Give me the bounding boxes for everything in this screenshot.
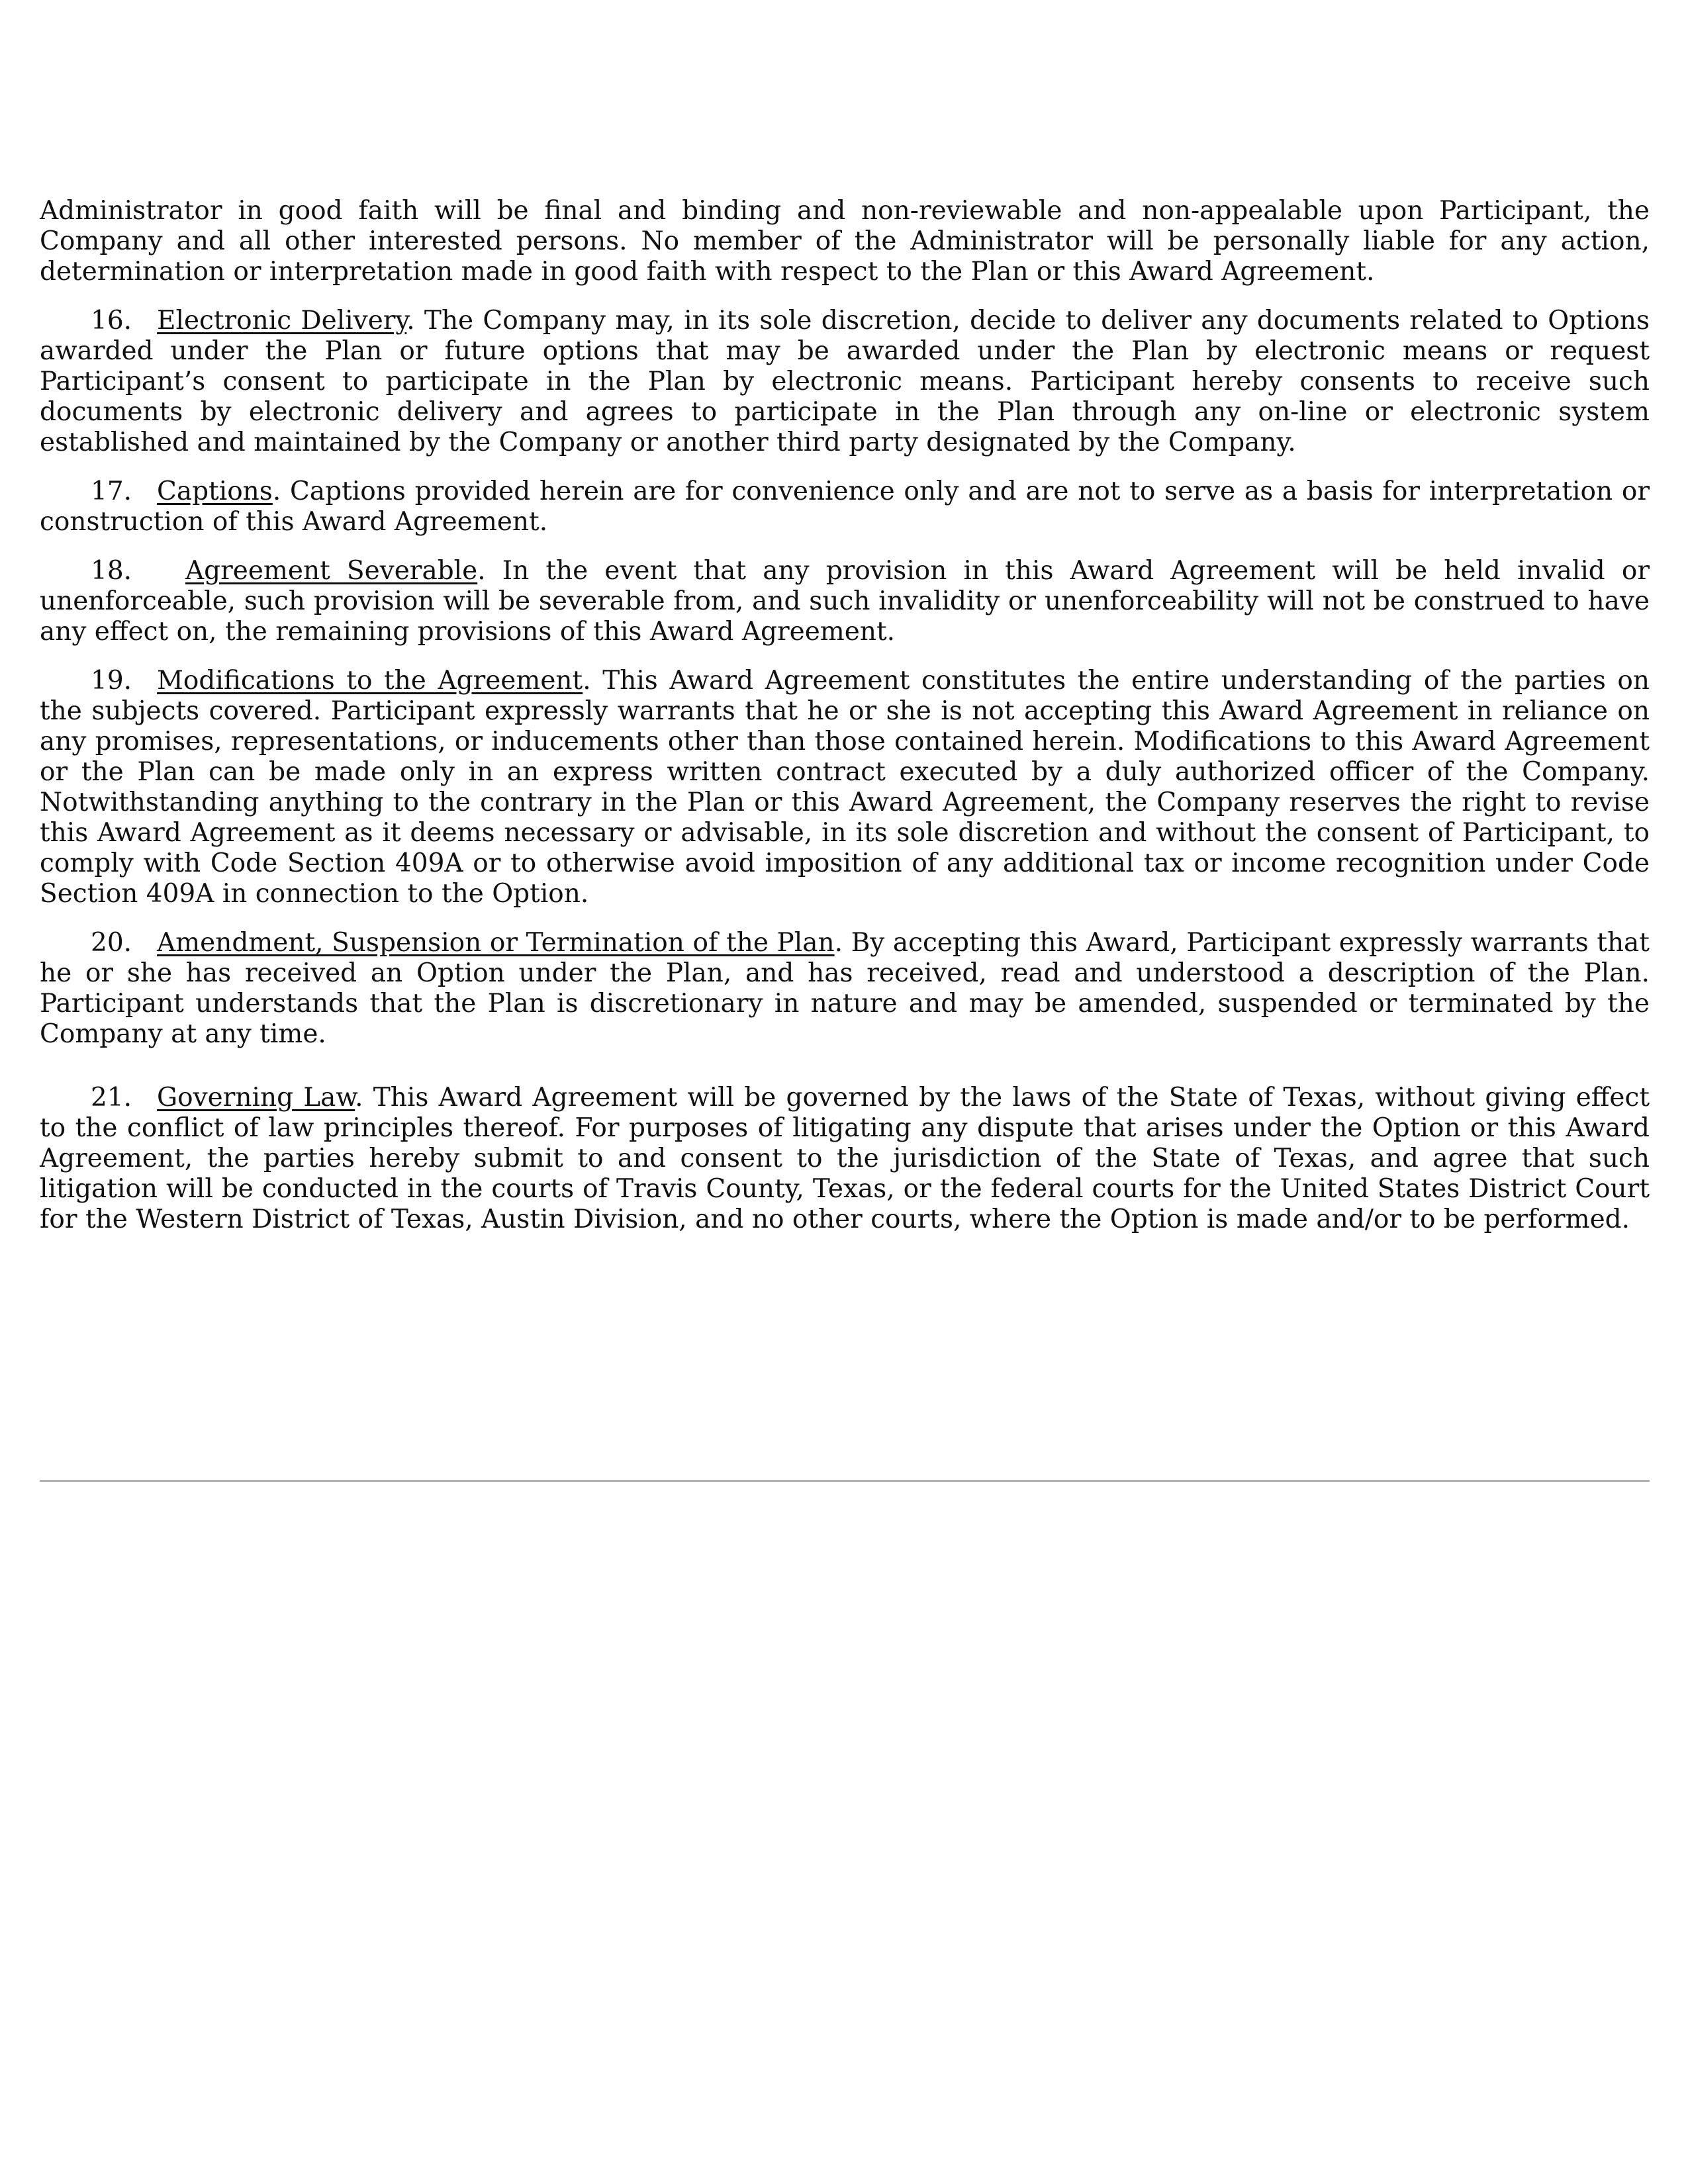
section-heading: Amendment, Suspension or Termination of the Plan bbox=[157, 928, 835, 958]
section-21 bbox=[40, 1083, 1650, 1235]
section-heading: Electronic Delivery bbox=[157, 306, 407, 336]
section-heading: Modifications to the Agreement bbox=[157, 666, 583, 696]
section-number: 21. bbox=[91, 1083, 132, 1113]
section-number: 18. bbox=[91, 556, 132, 586]
section-body: . This Award Agreement will be governed by the laws of the State of Texas, without giving effect to the conflict of law principles thereof. For purposes of litigating any dispute that arises under the Option or this Award Agreement, the parties hereby submit to and consent to the jurisdiction of the State of Texas, and agree that such litigation will be conducted in the courts of Travis County, Texas, or the federal courts for the United States District Court for the Western District of Texas, Austin Division, and no other courts, where the Option is made and/or to be performed. bbox=[40, 1083, 1650, 1234]
section-number: 19. bbox=[91, 666, 132, 696]
section-number: 20. bbox=[91, 928, 132, 958]
section-body: . Captions provided herein are for convenience only and are not to serve as a basis for interpretation or construction of this Award Agreement. bbox=[40, 477, 1650, 537]
section-body: . In the event that any provision in this Award Agreement will be held invalid or unenforceable, such provision will be severable from, and such invalidity or unenforceability will not be construed to have any effect on, the remaining provisions of this Award Agreement. bbox=[40, 556, 1650, 647]
section-body: . By accepting this Award, Participant expressly warrants that he or she has received an Option under the Plan, and has received, read and understood a description of the Plan. Participant understands that the Plan is discretionary in nature and may be amended, suspended or terminated by the Company at any time. bbox=[40, 928, 1650, 1049]
section-body: . This Award Agreement constitutes the entire understanding of the parties on the subjects covered. Participant expressly warrants that he or she is not accepting this Award Agreement in reliance on any promises, representations, or inducements other than those contained herein. Modifications to this Award Agreement or the Plan can be made only in an express written contract executed by a duly authorized officer of the Company. Notwithstanding anything to the contrary in the Plan or this Award Agreement, the Company reserves the right to revise this Award Agreement as it deems necessary or advisable, in its sole discretion and without the consent of Participant, to comply with Code Section 409A or to otherwise avoid imposition of any additional tax or income recognition under Code Section 409A in connection to the Option. bbox=[40, 666, 1650, 909]
section-heading: Governing Law bbox=[157, 1083, 355, 1113]
section-heading: Agreement Severable bbox=[185, 556, 478, 586]
page-divider bbox=[40, 1480, 1650, 1482]
section-number: 16. bbox=[91, 306, 132, 336]
section-heading: Captions bbox=[157, 477, 273, 506]
section-body: . The Company may, in its sole discretion, decide to deliver any documents related to Options awarded under the Plan or future options that may be awarded under the Plan by electronic means or request Participant’s consent to participate in the Plan by electronic means. Participant hereby consents to receive such documents by electronic delivery and agrees to participate in the Plan through any on-line or electronic system established and maintained by the Company or another third party designated by the Company. bbox=[40, 306, 1650, 457]
section-20 bbox=[40, 928, 1650, 1050]
section-17 bbox=[40, 477, 1650, 537]
section-16 bbox=[40, 306, 1650, 458]
section-number: 17. bbox=[91, 477, 132, 506]
continued-paragraph: Administrator in good faith will be final and binding and non-reviewable and non-appealable upon Participant, the Company and all other interested persons. No member of the Administrator will be personally liable for any action, determination or interpretation made in good faith with respect to the Plan or this Award Agreement. bbox=[40, 196, 1650, 287]
section-19 bbox=[40, 666, 1650, 909]
document-page bbox=[40, 196, 1650, 1253]
section-18 bbox=[40, 556, 1650, 647]
